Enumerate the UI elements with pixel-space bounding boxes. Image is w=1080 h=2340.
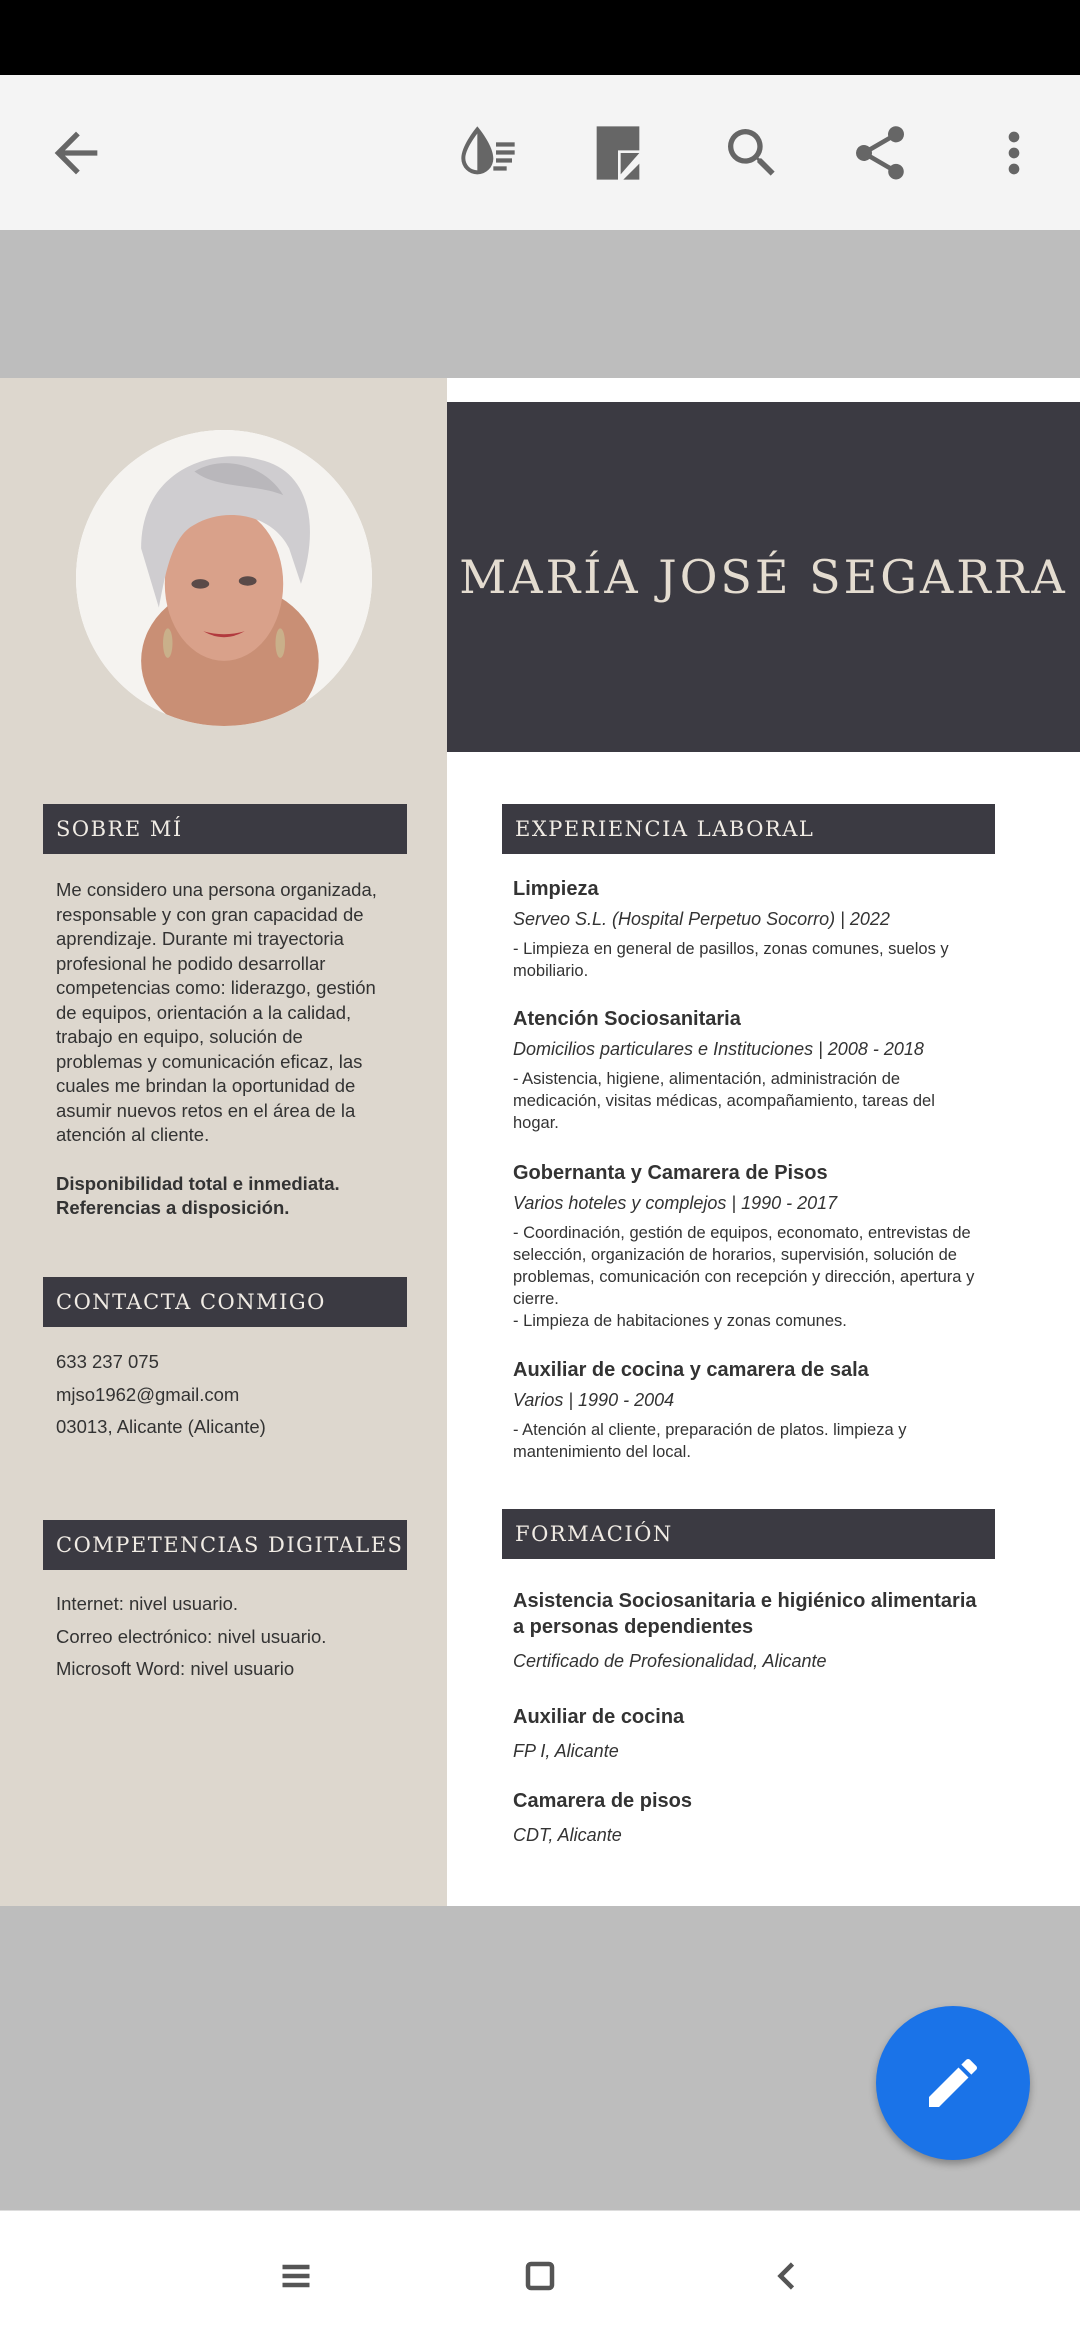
- education-entry: [513, 1788, 983, 1850]
- ink-drop-icon: [456, 121, 520, 185]
- home-button[interactable]: [510, 2246, 570, 2306]
- back-button[interactable]: [38, 115, 114, 191]
- education-entry: [513, 1588, 983, 1676]
- more-options-button[interactable]: [976, 115, 1052, 191]
- job-title: Gobernanta y Camarera de Pisos: [513, 1162, 828, 1184]
- education-subtitle: CDT, Alicante: [513, 1825, 622, 1845]
- education-heading: FORMACIÓN: [502, 1509, 995, 1559]
- resume-name: MARÍA JOSÉ SEGARRA: [459, 550, 1068, 604]
- page-view-button[interactable]: [580, 115, 656, 191]
- about-section: [56, 878, 386, 1221]
- app-bar: [0, 75, 1080, 230]
- job-description: - Coordinación, gestión de equipos, economato, entrevistas de selección, organización de horarios, supervisión, solución de problemas, comunicación con recepción y dirección, apertura y cierre.: [513, 1224, 975, 1308]
- education-subtitle: FP I, Alicante: [513, 1741, 619, 1761]
- job-title: Auxiliar de cocina y camarera de sala: [513, 1359, 869, 1381]
- job-description: - Limpieza en general de pasillos, zonas comunes, suelos y mobiliario.: [513, 940, 949, 980]
- contact-email: mjso1962@gmail.com: [56, 1383, 240, 1405]
- home-icon: [522, 2258, 558, 2294]
- portrait-image: [76, 430, 372, 726]
- resume-page: [0, 378, 1080, 1906]
- contact-section: [56, 1346, 416, 1444]
- references-note: Referencias a disposición.: [56, 1197, 290, 1218]
- menu-icon: [278, 2258, 314, 2294]
- job-subtitle: Serveo S.L. (Hospital Perpetuo Socorro) | 2022: [513, 909, 890, 929]
- digital-section: [56, 1588, 416, 1686]
- contact-address: 03013, Alicante (Alicante): [56, 1416, 266, 1437]
- job-subtitle: Varios | 1990 - 2004: [513, 1390, 675, 1410]
- edit-button[interactable]: [876, 2006, 1030, 2160]
- system-nav-bar: [0, 2210, 1080, 2340]
- digital-item: Microsoft Word: nivel usuario: [56, 1658, 295, 1679]
- digital-item: Correo electrónico: nivel usuario.: [56, 1625, 327, 1647]
- availability-note: Disponibilidad total e inmediata.: [56, 1172, 340, 1194]
- digital-item: Internet: nivel usuario.: [56, 1593, 239, 1614]
- back-chevron-icon: [770, 2258, 806, 2294]
- ink-drop-button[interactable]: [450, 115, 526, 191]
- job-entry: [513, 1004, 983, 1134]
- name-banner: [447, 402, 1080, 752]
- back-arrow-icon: [44, 121, 108, 185]
- search-icon: [720, 121, 784, 185]
- job-entry: [513, 1355, 983, 1463]
- share-button[interactable]: [842, 115, 918, 191]
- education-title: Asistencia Sociosanitaria e higiénico alimentaria a personas dependientes: [513, 1590, 977, 1638]
- education-title: Auxiliar de cocina: [513, 1706, 685, 1728]
- job-title: Limpieza: [513, 878, 599, 900]
- about-heading: SOBRE MÍ: [43, 804, 407, 854]
- about-body: Me considero una persona organizada, responsable y con gran capacidad de aprendizaje. Durante mi trayectoria profesional he podido desarrollar competencias como: liderazgo, gestión de equipos, orientación a la calidad, trabajo en equipo, solución de problemas y comunicación eficaz, las cuales me brindan la oportunidad de asumir nuevos retos en el área de la atención al cliente.: [56, 879, 377, 1145]
- share-icon: [848, 121, 912, 185]
- experience-heading: EXPERIENCIA LABORAL: [502, 804, 995, 854]
- status-bar: [0, 0, 1080, 75]
- job-entry: [513, 874, 983, 982]
- education-title: Camarera de pisos: [513, 1790, 692, 1812]
- job-entry: [513, 1158, 983, 1332]
- contact-heading: CONTACTA CONMIGO: [43, 1277, 407, 1327]
- job-description: - Asistencia, higiene, alimentación, administración de medicación, visitas médicas, acompañamiento, tareas del hogar.: [513, 1070, 935, 1132]
- edit-pencil-icon: [921, 2051, 985, 2115]
- contact-phone: 633 237 075: [56, 1351, 159, 1372]
- education-entry: [513, 1704, 983, 1766]
- search-button[interactable]: [714, 115, 790, 191]
- more-vert-icon: [982, 121, 1046, 185]
- job-subtitle: Varios hoteles y complejos | 1990 - 2017: [513, 1193, 838, 1213]
- digital-heading: COMPETENCIAS DIGITALES: [43, 1520, 407, 1570]
- education-subtitle: Certificado de Profesionalidad, Alicante: [513, 1651, 827, 1671]
- document-icon: [586, 121, 650, 185]
- system-back-button[interactable]: [758, 2246, 818, 2306]
- job-title: Atención Sociosanitaria: [513, 1008, 741, 1030]
- job-description-extra: - Limpieza de habitaciones y zonas comunes.: [513, 1312, 847, 1330]
- recent-apps-button[interactable]: [266, 2246, 326, 2306]
- job-subtitle: Domicilios particulares e Instituciones | 2008 - 2018: [513, 1039, 924, 1059]
- profile-photo: [76, 430, 372, 726]
- job-description: - Atención al cliente, preparación de platos. limpieza y mantenimiento del local.: [513, 1421, 907, 1461]
